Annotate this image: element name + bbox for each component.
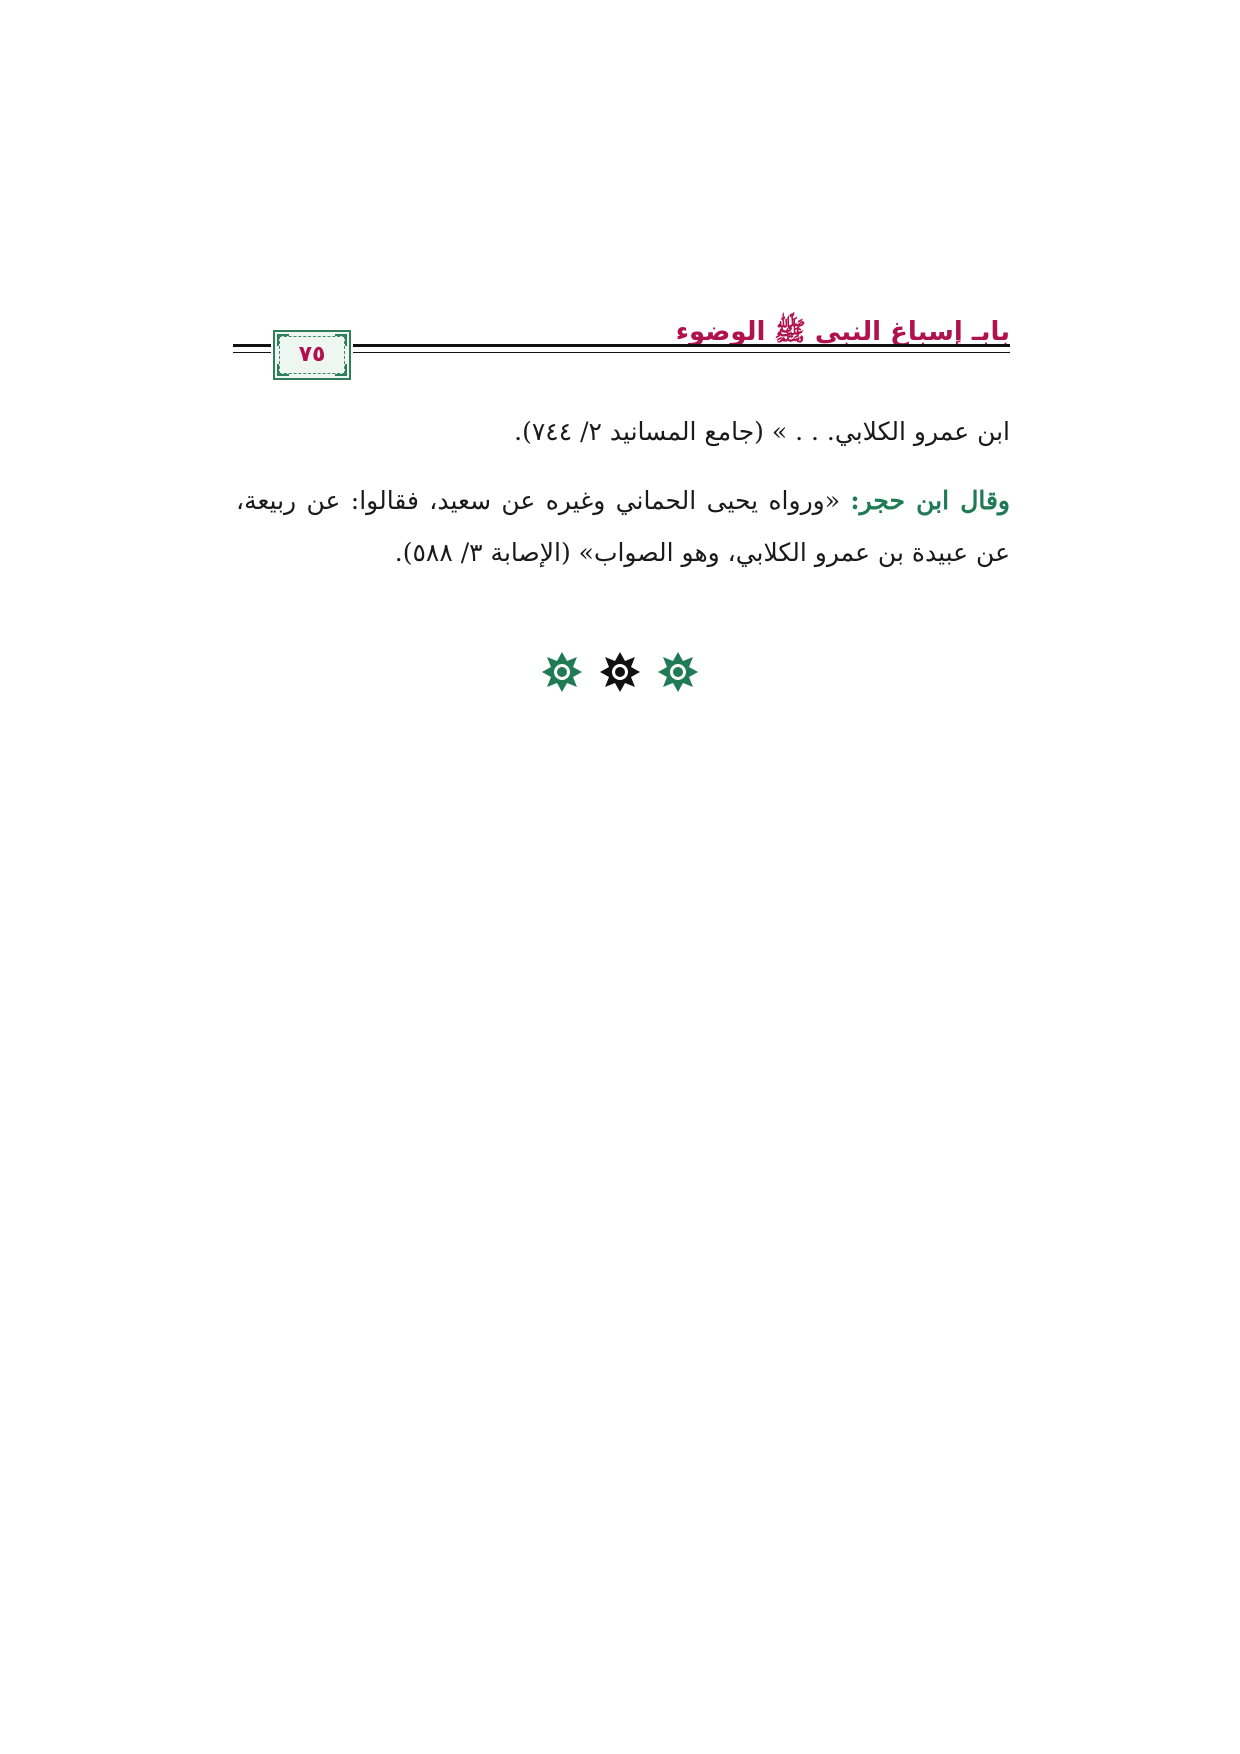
page-number-frame [273,330,351,380]
star-ornament-icon [598,650,642,694]
star-ornament-icon [540,650,584,694]
header-rule-left-bottom [233,352,271,353]
paragraph-1-text: ابن عمرو الكلابي. . . » (جامع المسانيد ٢/ ٧٤٤). [514,417,1010,446]
paragraph-2-text: «ورواه يحيى الحماني وغيره عن سعيد، فقالوا: عن ربيعة، عن عبيدة بن عمرو الكلابي، وهو الصواب» (الإصابة ٣/ ٥٨٨). [236,486,1010,567]
chapter-title: بابـ إسباغ النبي ﷺ الوضوء [675,317,1010,347]
paragraph-1 [236,406,1010,458]
speaker-label: وقال ابن حجر: [850,486,1010,515]
paragraph-2 [236,475,1010,579]
header-rule-right-bottom [353,352,1010,353]
section-divider-ornaments [540,650,700,700]
header-rule-right-top [353,344,1010,347]
page-header [233,312,1010,392]
page-number: ٧٥ [298,342,326,367]
star-ornament-icon [656,650,700,694]
header-rule-left-top [233,344,271,347]
